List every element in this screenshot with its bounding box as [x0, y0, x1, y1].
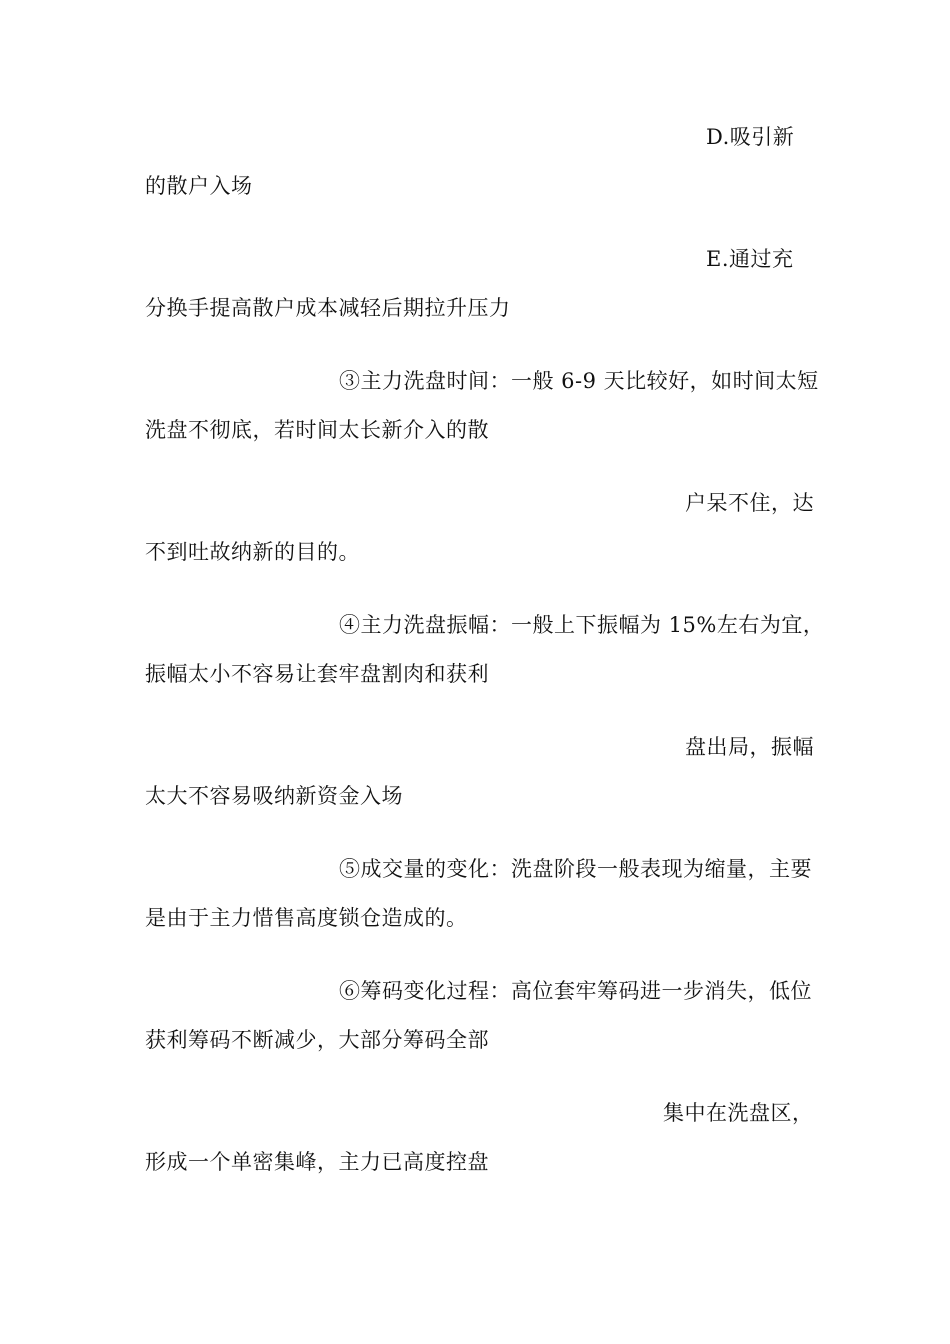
- text-line-option-d: D.吸引新: [706, 125, 795, 149]
- text-line-option-e: E.通过充: [706, 247, 794, 271]
- text-line: 不到吐故纳新的目的。: [145, 540, 360, 564]
- text-line-item-6: ⑥筹码变化过程：高位套牢筹码进一步消失，低位: [339, 979, 812, 1003]
- text-line: 获利筹码不断减少，大部分筹码全部: [145, 1028, 489, 1052]
- text-line: 振幅太小不容易让套牢盘割肉和获利: [145, 662, 489, 686]
- text-line-item-3: ③主力洗盘时间：一般 6-9 天比较好，如时间太短: [339, 369, 819, 393]
- text-line: 分换手提高散户成本减轻后期拉升压力: [145, 296, 511, 320]
- text-line: 集中在洗盘区，: [663, 1101, 814, 1125]
- text-line: 盘出局，振幅: [685, 735, 814, 759]
- text-line-item-4: ④主力洗盘振幅：一般上下振幅为 15%左右为宜，: [339, 613, 825, 637]
- text-line: 形成一个单密集峰，主力已高度控盘: [145, 1150, 489, 1174]
- text-line: 的散户入场: [145, 174, 253, 198]
- text-line: 洗盘不彻底，若时间太长新介入的散: [145, 418, 489, 442]
- text-line-item-5: ⑤成交量的变化：洗盘阶段一般表现为缩量，主要: [339, 857, 812, 881]
- text-line: 户呆不住，达: [685, 491, 814, 515]
- text-line: 太大不容易吸纳新资金入场: [145, 784, 403, 808]
- text-line: 是由于主力惜售高度锁仓造成的。: [145, 906, 468, 930]
